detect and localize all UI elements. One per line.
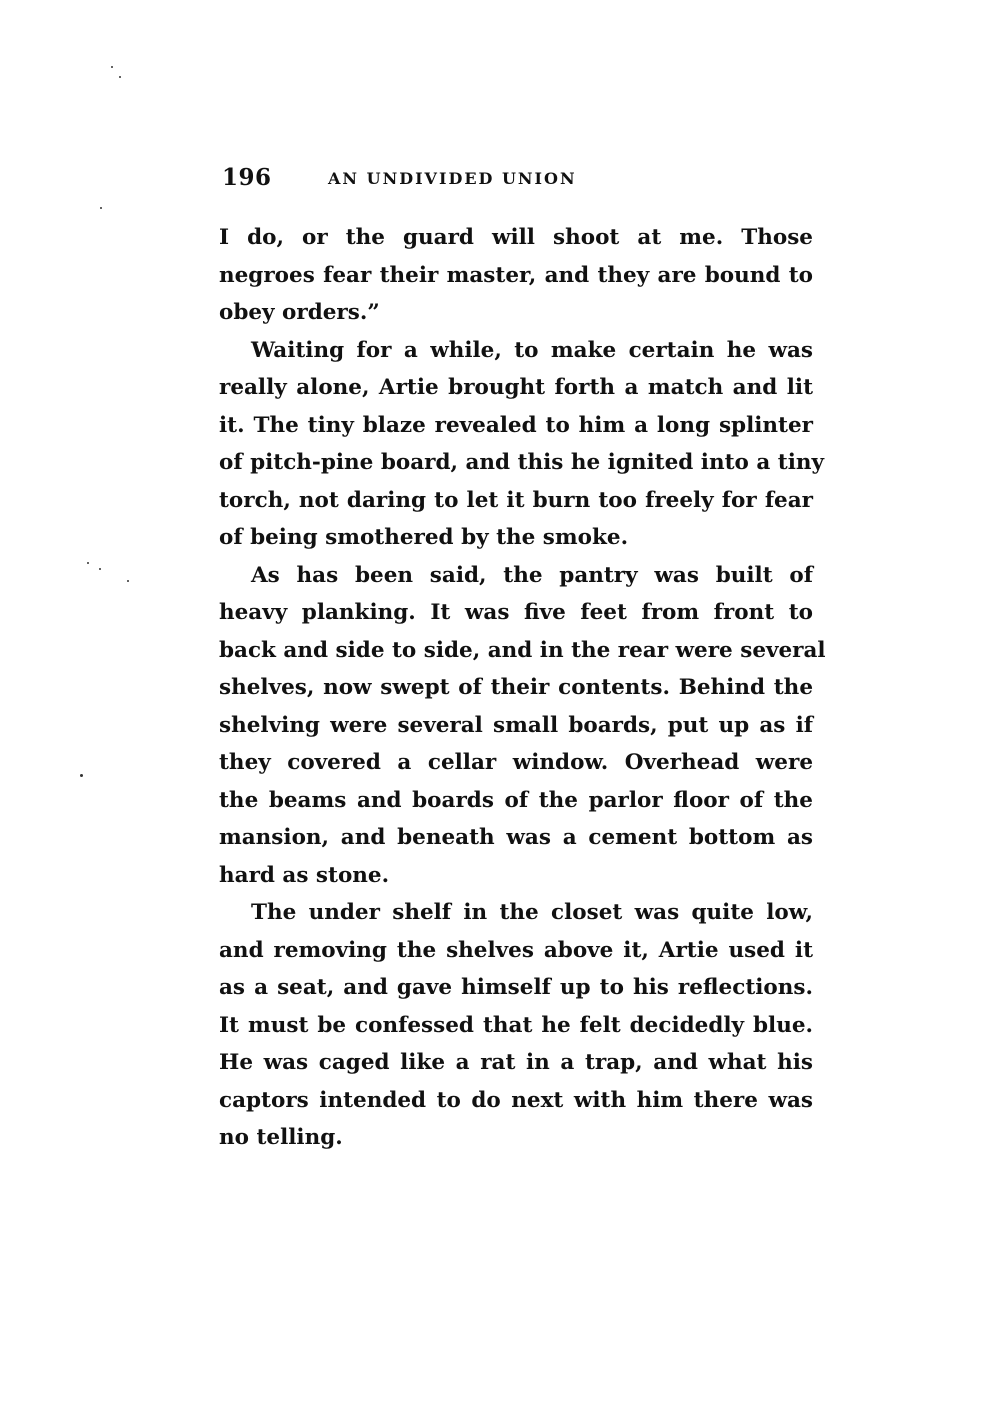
text-line: hard as stone. [219, 862, 390, 888]
paragraph [219, 219, 813, 332]
running-title: AN UNDIVIDED UNION [328, 169, 577, 188]
text-line: as a seat, and gave himself up to his reflections. [219, 975, 813, 1000]
text-line: negroes fear their master, and they are bound to [219, 262, 813, 288]
text-line: it. The tiny blaze revealed to him a long splinter [219, 412, 813, 438]
text-line: shelves, now swept of their contents. Behind the [219, 675, 813, 700]
text-line: really alone, Artie brought forth a match and lit [219, 375, 813, 400]
text-line: mansion, and beneath was a cement bottom as [219, 825, 813, 850]
paragraph [219, 332, 825, 557]
text-line: It must be confessed that he felt decidedly blue. [219, 1012, 813, 1038]
text-line: no telling. [219, 1125, 343, 1150]
text-line: shelving were several small boards, put up as if [219, 712, 813, 738]
text-line: heavy planking. It was five feet from front to [219, 600, 813, 625]
scan-speck [100, 207, 102, 209]
body-text [219, 219, 826, 1157]
page-header [222, 164, 814, 194]
text-line: He was caged like a rat in a trap, and what his [219, 1050, 813, 1075]
text-line: torch, not daring to let it burn too freely for fear [219, 487, 813, 513]
text-line: captors intended to do next with him there was [219, 1087, 813, 1113]
scan-speck [80, 774, 83, 777]
text-line: back and side to side, and in the rear were several [219, 637, 826, 663]
text-line: I do, or the guard will shoot at me. Those [219, 225, 813, 250]
paragraph [219, 894, 813, 1157]
text-line: As has been said, the pantry was built of [251, 562, 813, 588]
scan-speck [127, 580, 129, 582]
text-line: Waiting for a while, to make certain he was [251, 337, 813, 363]
scan-speck [99, 568, 101, 570]
paragraph [219, 557, 826, 895]
scan-speck [119, 76, 121, 78]
text-line: The under shelf in the closet was quite low, [251, 900, 813, 925]
page-number: 196 [222, 164, 272, 191]
text-line: obey orders.” [219, 300, 380, 325]
scan-speck [111, 66, 113, 68]
text-line: of being smothered by the smoke. [219, 525, 629, 550]
text-line: and removing the shelves above it, Artie used it [219, 937, 813, 963]
text-line: they covered a cellar window. Overhead were [219, 750, 813, 775]
text-line: of pitch-pine board, and this he ignited into a tiny [219, 450, 825, 475]
scan-speck [87, 562, 89, 564]
text-line: the beams and boards of the parlor floor of the [219, 787, 813, 813]
